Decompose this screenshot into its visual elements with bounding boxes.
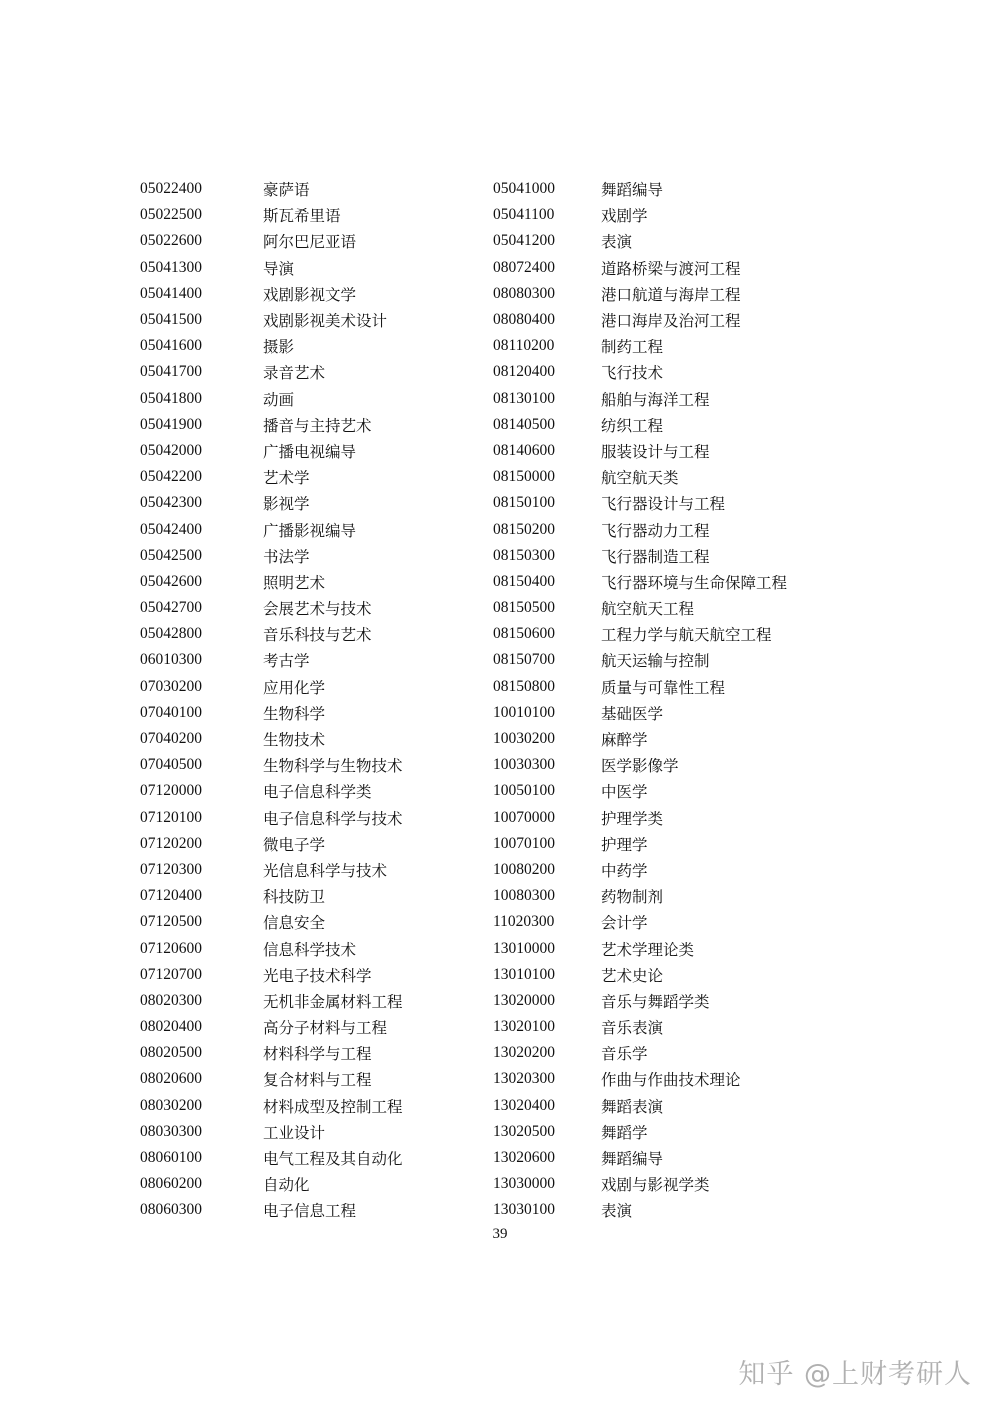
table-row <box>140 464 403 490</box>
major-name: 信息安全 <box>263 914 326 933</box>
major-code: 10030200 <box>493 730 555 748</box>
major-name: 表演 <box>601 233 633 252</box>
major-code: 07120700 <box>140 965 202 983</box>
major-code: 13030000 <box>493 1175 555 1193</box>
major-code: 05041400 <box>140 284 202 302</box>
table-row <box>493 228 787 254</box>
major-code: 06010300 <box>140 651 202 669</box>
major-name: 动画 <box>263 390 295 409</box>
table-row <box>493 1171 787 1197</box>
major-name: 船舶与海洋工程 <box>601 390 710 409</box>
table-row <box>493 255 787 281</box>
major-name: 光电子技术科学 <box>263 966 372 985</box>
table-row <box>140 281 403 307</box>
major-name: 光信息科学与技术 <box>263 861 388 880</box>
table-row <box>140 909 403 935</box>
major-name: 飞行技术 <box>601 364 664 383</box>
major-name: 音乐表演 <box>601 1019 664 1038</box>
table-row <box>493 490 787 516</box>
major-code: 05022500 <box>140 206 202 224</box>
major-name: 自动化 <box>263 1176 310 1195</box>
major-name: 豪萨语 <box>263 181 310 200</box>
major-code: 08072400 <box>493 258 555 276</box>
major-name: 作曲与作曲技术理论 <box>601 1071 741 1090</box>
major-name: 生物技术 <box>263 731 326 750</box>
major-code: 08140600 <box>493 441 555 459</box>
left-column <box>140 176 403 1224</box>
major-code: 13020100 <box>493 1018 555 1036</box>
table-row <box>493 726 787 752</box>
table-row <box>140 1093 403 1119</box>
major-code: 08030200 <box>140 1096 202 1114</box>
major-name: 护理学类 <box>601 809 664 828</box>
major-code: 08020500 <box>140 1044 202 1062</box>
table-row <box>493 909 787 935</box>
major-name: 应用化学 <box>263 678 326 697</box>
major-name: 电气工程及其自动化 <box>263 1150 403 1169</box>
table-row <box>493 464 787 490</box>
major-code: 05041300 <box>140 258 202 276</box>
table-row <box>140 778 403 804</box>
major-code: 08030300 <box>140 1122 202 1140</box>
major-code: 08150000 <box>493 468 555 486</box>
major-name: 中医学 <box>601 783 648 802</box>
table-row <box>140 202 403 228</box>
major-code: 07120200 <box>140 834 202 852</box>
table-row <box>140 700 403 726</box>
major-name: 复合材料与工程 <box>263 1071 372 1090</box>
table-row <box>140 726 403 752</box>
major-code: 05041500 <box>140 311 202 329</box>
major-code: 07120000 <box>140 782 202 800</box>
major-code: 08130100 <box>493 389 555 407</box>
major-code: 08140500 <box>493 415 555 433</box>
major-code: 07120300 <box>140 860 202 878</box>
major-code: 13020600 <box>493 1149 555 1167</box>
table-row <box>493 988 787 1014</box>
major-code: 10010100 <box>493 703 555 721</box>
major-name: 戏剧与影视学类 <box>601 1176 710 1195</box>
major-name: 制药工程 <box>601 338 664 357</box>
major-name: 照明艺术 <box>263 573 326 592</box>
major-code: 08060200 <box>140 1175 202 1193</box>
table-row <box>140 857 403 883</box>
table-row <box>140 1171 403 1197</box>
major-name: 音乐科技与艺术 <box>263 626 372 645</box>
major-code: 08120400 <box>493 363 555 381</box>
major-name: 基础医学 <box>601 704 664 723</box>
major-code: 05041000 <box>493 180 555 198</box>
table-row <box>140 307 403 333</box>
major-code: 07040100 <box>140 703 202 721</box>
major-code: 05042500 <box>140 546 202 564</box>
major-name: 工业设计 <box>263 1123 326 1142</box>
table-row <box>493 569 787 595</box>
major-name: 港口海岸及治河工程 <box>601 312 741 331</box>
table-row <box>140 228 403 254</box>
major-code: 07120600 <box>140 939 202 957</box>
major-name: 医学影像学 <box>601 757 679 776</box>
major-name: 广播影视编导 <box>263 521 357 540</box>
major-name: 药物制剂 <box>601 888 664 907</box>
major-name: 会展艺术与技术 <box>263 600 372 619</box>
major-code: 05041100 <box>493 206 555 224</box>
major-code: 05041900 <box>140 415 202 433</box>
major-code: 13010100 <box>493 965 555 983</box>
major-code: 05041200 <box>493 232 555 250</box>
major-code: 07120100 <box>140 808 202 826</box>
table-row <box>140 438 403 464</box>
table-row <box>140 386 403 412</box>
major-name: 艺术学 <box>263 469 310 488</box>
major-code: 07120500 <box>140 913 202 931</box>
table-row <box>140 1197 403 1223</box>
major-code: 08150500 <box>493 599 555 617</box>
major-code: 08060300 <box>140 1201 202 1219</box>
table-row <box>140 569 403 595</box>
major-name: 音乐学 <box>601 1045 648 1064</box>
major-code: 05042700 <box>140 599 202 617</box>
major-name: 艺术学理论类 <box>601 940 695 959</box>
major-code: 08020400 <box>140 1018 202 1036</box>
major-name: 戏剧影视文学 <box>263 285 357 304</box>
table-row <box>140 516 403 542</box>
table-row <box>493 962 787 988</box>
table-row <box>493 543 787 569</box>
major-code: 10070000 <box>493 808 555 826</box>
table-row <box>493 1197 787 1223</box>
major-name: 导演 <box>263 259 295 278</box>
table-row <box>493 1119 787 1145</box>
major-code: 08080300 <box>493 284 555 302</box>
table-row <box>140 359 403 385</box>
major-name: 生物科学与生物技术 <box>263 757 403 776</box>
table-row <box>140 621 403 647</box>
major-code: 05042000 <box>140 441 202 459</box>
table-row <box>140 595 403 621</box>
major-name: 飞行器设计与工程 <box>601 495 726 514</box>
table-row <box>493 307 787 333</box>
table-row <box>140 674 403 700</box>
major-code: 08020300 <box>140 991 202 1009</box>
major-name: 道路桥梁与渡河工程 <box>601 259 741 278</box>
major-code: 05041700 <box>140 363 202 381</box>
major-name: 航空航天工程 <box>601 600 695 619</box>
major-name: 阿尔巴尼亚语 <box>263 233 357 252</box>
major-name: 摄影 <box>263 338 295 357</box>
major-code: 05042600 <box>140 572 202 590</box>
major-code: 08150300 <box>493 546 555 564</box>
major-code: 05042300 <box>140 494 202 512</box>
table-row <box>493 412 787 438</box>
major-code: 08110200 <box>493 337 555 355</box>
major-name: 生物科学 <box>263 704 326 723</box>
major-code: 10050100 <box>493 782 555 800</box>
major-name: 表演 <box>601 1202 633 1221</box>
table-row <box>493 1040 787 1066</box>
table-row <box>493 202 787 228</box>
major-code: 05042200 <box>140 468 202 486</box>
major-code: 11020300 <box>493 913 555 931</box>
table-row <box>493 1093 787 1119</box>
major-code: 08150100 <box>493 494 555 512</box>
right-column <box>493 176 787 1224</box>
major-name: 斯瓦希里语 <box>263 207 341 226</box>
major-name: 录音艺术 <box>263 364 326 383</box>
major-name: 电子信息科学与技术 <box>263 809 403 828</box>
table-row <box>140 1145 403 1171</box>
table-row <box>493 516 787 542</box>
table-row <box>493 621 787 647</box>
table-row <box>493 176 787 202</box>
major-name: 护理学 <box>601 835 648 854</box>
major-code: 13010000 <box>493 939 555 957</box>
major-code: 05041600 <box>140 337 202 355</box>
major-code: 13020200 <box>493 1044 555 1062</box>
major-code: 07030200 <box>140 677 202 695</box>
major-name: 戏剧影视美术设计 <box>263 312 388 331</box>
table-row <box>140 490 403 516</box>
major-name: 舞蹈编导 <box>601 181 664 200</box>
major-name: 高分子材料与工程 <box>263 1019 388 1038</box>
major-name: 舞蹈编导 <box>601 1150 664 1169</box>
major-code: 10080200 <box>493 860 555 878</box>
table-row <box>493 333 787 359</box>
table-row <box>140 412 403 438</box>
major-name: 中药学 <box>601 861 648 880</box>
major-name: 会计学 <box>601 914 648 933</box>
table-row <box>493 595 787 621</box>
major-name: 航空航天类 <box>601 469 679 488</box>
major-name: 科技防卫 <box>263 888 326 907</box>
major-name: 舞蹈表演 <box>601 1097 664 1116</box>
major-code: 13020000 <box>493 991 555 1009</box>
major-code: 13020500 <box>493 1122 555 1140</box>
major-name: 纺织工程 <box>601 416 664 435</box>
table-row <box>140 831 403 857</box>
major-code: 10030300 <box>493 756 555 774</box>
major-name: 无机非金属材料工程 <box>263 992 403 1011</box>
major-code: 08020600 <box>140 1070 202 1088</box>
table-row <box>493 1014 787 1040</box>
table-row <box>140 1119 403 1145</box>
table-row <box>493 1145 787 1171</box>
major-code: 08150400 <box>493 572 555 590</box>
major-code: 10070100 <box>493 834 555 852</box>
table-row <box>493 674 787 700</box>
table-row <box>493 438 787 464</box>
table-row <box>140 935 403 961</box>
major-code: 08060100 <box>140 1149 202 1167</box>
major-name: 信息科学技术 <box>263 940 357 959</box>
table-row <box>140 1040 403 1066</box>
table-row <box>493 857 787 883</box>
major-code: 07120400 <box>140 887 202 905</box>
table-row <box>493 805 787 831</box>
major-code: 08150700 <box>493 651 555 669</box>
major-name: 材料成型及控制工程 <box>263 1097 403 1116</box>
major-code: 05022400 <box>140 180 202 198</box>
table-row <box>140 752 403 778</box>
major-code: 08080400 <box>493 311 555 329</box>
table-row <box>140 883 403 909</box>
table-row <box>140 333 403 359</box>
major-code: 08150800 <box>493 677 555 695</box>
major-code: 13030100 <box>493 1201 555 1219</box>
major-code: 05042400 <box>140 520 202 538</box>
major-name: 戏剧学 <box>601 207 648 226</box>
major-name: 飞行器动力工程 <box>601 521 710 540</box>
table-row <box>140 1014 403 1040</box>
table-row <box>493 752 787 778</box>
major-code: 10080300 <box>493 887 555 905</box>
major-name: 艺术史论 <box>601 966 664 985</box>
major-code: 13020400 <box>493 1096 555 1114</box>
table-row <box>140 805 403 831</box>
major-name: 舞蹈学 <box>601 1123 648 1142</box>
major-name: 播音与主持艺术 <box>263 416 372 435</box>
major-code: 05041800 <box>140 389 202 407</box>
table-row <box>140 647 403 673</box>
major-name: 服装设计与工程 <box>601 442 710 461</box>
table-row <box>493 831 787 857</box>
major-code: 07040200 <box>140 730 202 748</box>
table-row <box>140 962 403 988</box>
major-name: 航天运输与控制 <box>601 652 710 671</box>
table-row <box>140 1066 403 1092</box>
watermark: 知乎 @上财考研人 <box>738 1359 972 1390</box>
major-name: 广播电视编导 <box>263 442 357 461</box>
major-name: 工程力学与航天航空工程 <box>601 626 772 645</box>
table-row <box>493 386 787 412</box>
table-row <box>140 255 403 281</box>
major-name: 港口航道与海岸工程 <box>601 285 741 304</box>
table-row <box>493 281 787 307</box>
major-code: 05042800 <box>140 625 202 643</box>
table-row <box>493 778 787 804</box>
table-row <box>493 647 787 673</box>
table-row <box>140 988 403 1014</box>
major-code: 05022600 <box>140 232 202 250</box>
major-code: 07040500 <box>140 756 202 774</box>
major-name: 材料科学与工程 <box>263 1045 372 1064</box>
table-row <box>493 700 787 726</box>
major-name: 飞行器制造工程 <box>601 547 710 566</box>
major-code: 08150200 <box>493 520 555 538</box>
major-name: 音乐与舞蹈学类 <box>601 992 710 1011</box>
table-row <box>493 883 787 909</box>
major-name: 电子信息工程 <box>263 1202 357 1221</box>
major-code: 13020300 <box>493 1070 555 1088</box>
table-row <box>140 543 403 569</box>
major-code: 08150600 <box>493 625 555 643</box>
major-name: 影视学 <box>263 495 310 514</box>
major-name: 书法学 <box>263 547 310 566</box>
major-name: 飞行器环境与生命保障工程 <box>601 573 788 592</box>
table-row <box>493 1066 787 1092</box>
major-name: 微电子学 <box>263 835 326 854</box>
page-number: 39 <box>492 1226 508 1242</box>
major-name: 考古学 <box>263 652 310 671</box>
table-row <box>493 359 787 385</box>
major-name: 质量与可靠性工程 <box>601 678 726 697</box>
table-row <box>493 935 787 961</box>
major-name: 电子信息科学类 <box>263 783 372 802</box>
major-name: 麻醉学 <box>601 731 648 750</box>
table-row <box>140 176 403 202</box>
